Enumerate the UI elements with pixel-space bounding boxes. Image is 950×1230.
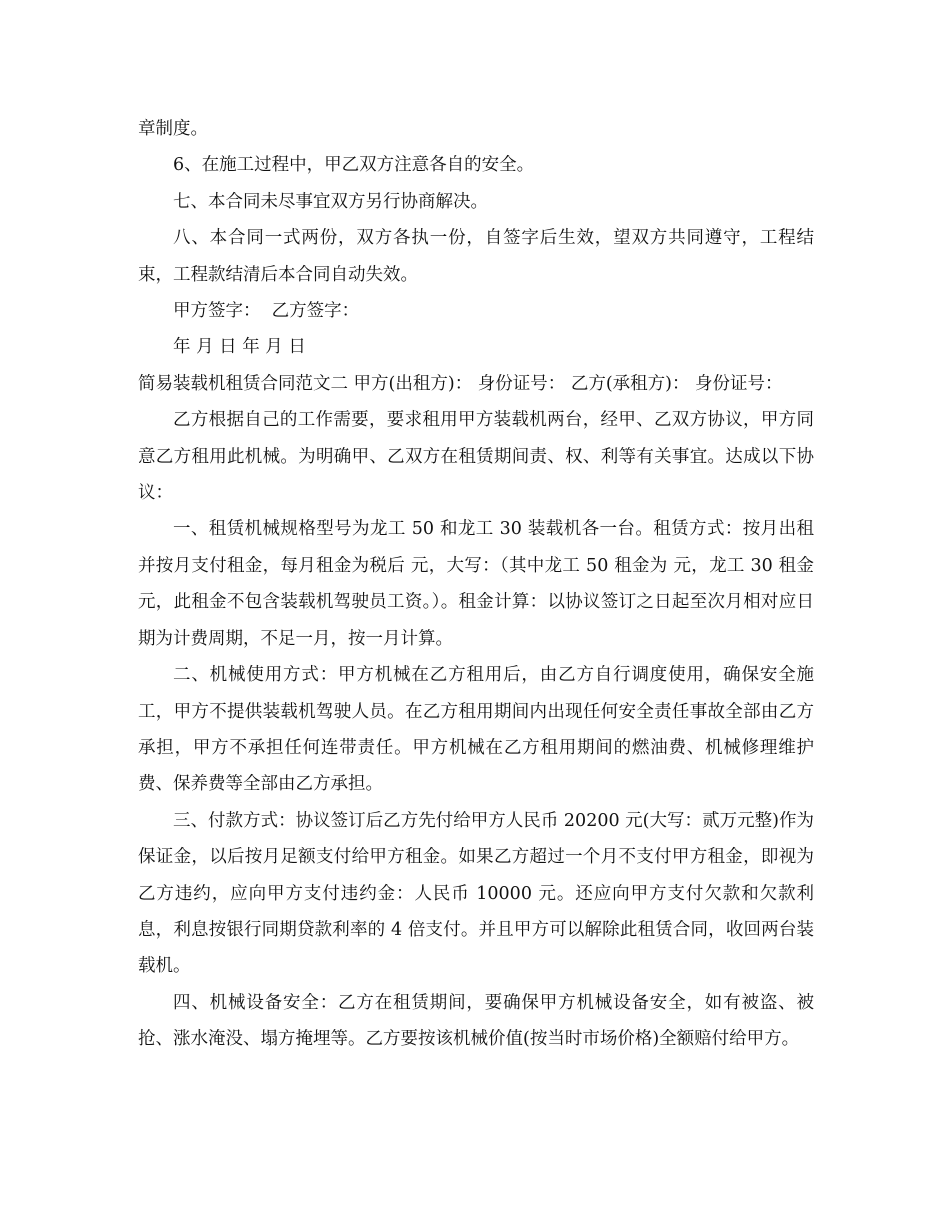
paragraph-continuation: 章制度。 bbox=[138, 119, 208, 139]
paragraph-clause-6: 6、在施工过程中，甲乙双方注意各自的安全。 bbox=[173, 155, 535, 176]
paragraph-article-4: 四、机械设备安全：乙方在租赁期间，要确保甲方机械设备安全，如有被盗、被抢、涨水淹没、塌方掩埋等。乙方要按该机械价值(按当时市场价格)全额赔付给甲方。 bbox=[138, 992, 814, 1050]
document-body bbox=[138, 111, 814, 1058]
signature-line: 甲方签字： 乙方签字： bbox=[173, 301, 360, 322]
contract-title-line: 简易装载机租赁合同范文二 甲方(出租方)： 身份证号： 乙方(承租方)： 身份证号： bbox=[138, 373, 783, 394]
paragraph-clause-8: 八、本合同一式两份，双方各执一份，自签字后生效，望双方共同遵守，工程结束，工程款结清后本合同自动失效。 bbox=[138, 228, 814, 285]
paragraph-clause-7: 七、本合同未尽事宜双方另行协商解决。 bbox=[173, 191, 488, 212]
paragraph-article-2: 二、机械使用方式：甲方机械在乙方租用后，由乙方自行调度使用，确保安全施工，甲方不提供装载机驾驶人员。在乙方租用期间内出现任何安全责任事故全部由乙方承担，甲方不承担任何连带责任。甲方机械在乙方租用期间的燃油费、机械修理维护费、保养费等全部由乙方承担。 bbox=[138, 665, 814, 795]
paragraph-preamble: 乙方根据自己的工作需要，要求租用甲方装载机两台，经甲、乙双方协议，甲方同意乙方租用此机械。为明确甲、乙双方在租赁期间责、权、利等有关事宜。达成以下协议： bbox=[138, 410, 814, 504]
paragraph-article-1: 一、租赁机械规格型号为龙工 50 和龙工 30 装载机各一台。租赁方式：按月出租并按月支付租金，每月租金为税后 元，大写：（其中龙工 50 租金为 元，龙工 30 租金 元，此租金不包含装载机驾驶员工资。）。租金计算：以协议签订之日起至次月相对应日期为计费周期，不足一月，按一月计算。 bbox=[138, 519, 814, 649]
date-line: 年 月 日 年 月 日 bbox=[173, 337, 306, 358]
paragraph-article-3: 三、付款方式：协议签订后乙方先付给甲方人民币 20200 元(大写：贰万元整)作为保证金，以后按月足额支付给甲方租金。如果乙方超过一个月不支付甲方租金，即视为乙方违约，应向甲方支付违约金：人民币 10000 元。还应向甲方支付欠款和欠款利息，利息按银行同期贷款利率的 4 倍支付。并且甲方可以解除此租赁合同，收回两台装载机。 bbox=[138, 810, 814, 977]
